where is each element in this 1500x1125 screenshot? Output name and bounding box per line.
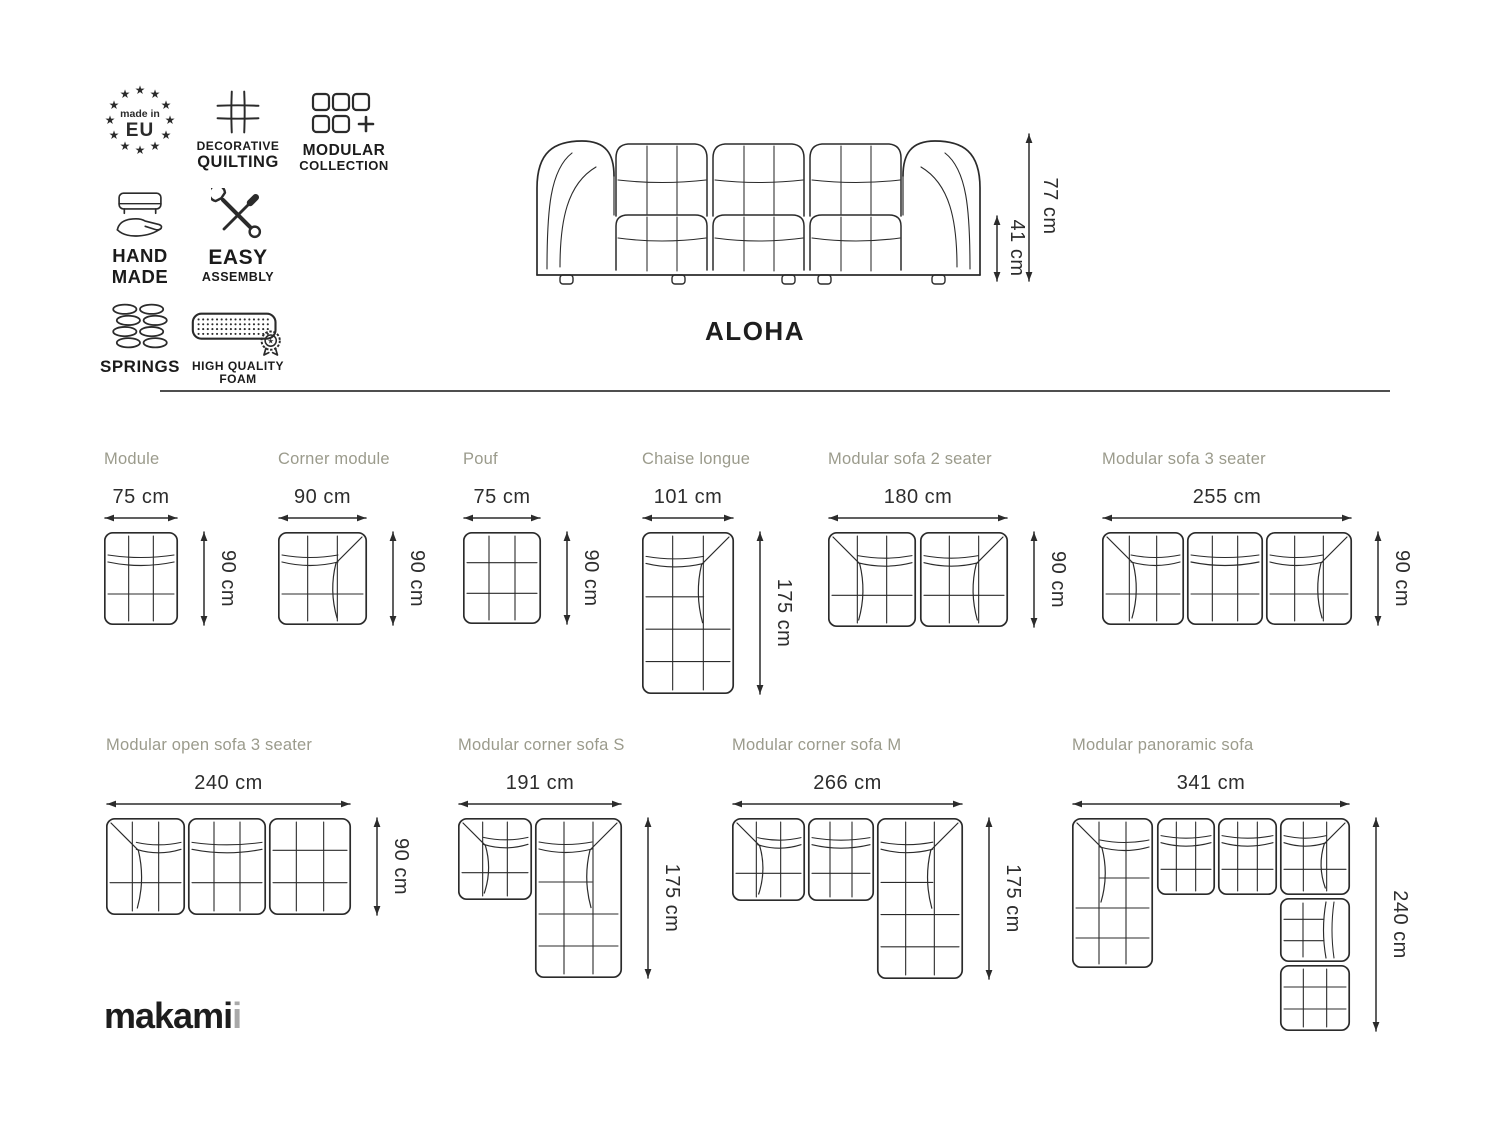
badge-label: MADE bbox=[111, 265, 169, 287]
svg-text:★: ★ bbox=[267, 336, 274, 346]
module-card bbox=[1102, 450, 1413, 607]
svg-text:191 cm: 191 cm bbox=[505, 772, 575, 794]
module-top-view bbox=[732, 764, 1041, 989]
badge-label: HIGH QUALITY bbox=[192, 359, 284, 373]
product-name: ALOHA bbox=[705, 316, 805, 346]
module-card bbox=[458, 736, 683, 933]
svg-text:★: ★ bbox=[160, 98, 172, 112]
module-title: Pouf bbox=[463, 450, 498, 468]
svg-text:240 cm: 240 cm bbox=[194, 772, 263, 794]
svg-text:★: ★ bbox=[149, 87, 161, 102]
svg-text:75 cm: 75 cm bbox=[112, 486, 170, 508]
svg-text:90 cm: 90 cm bbox=[294, 486, 351, 508]
module-title: Modular corner sofa M bbox=[732, 736, 902, 754]
svg-text:90 cm: 90 cm bbox=[390, 838, 412, 895]
module-title: Modular open sofa 3 seater bbox=[106, 736, 313, 754]
module-card bbox=[828, 450, 1069, 608]
springs-icon bbox=[111, 303, 169, 353]
module-card bbox=[278, 450, 428, 607]
svg-text:90 cm: 90 cm bbox=[406, 550, 428, 607]
module-top-view bbox=[104, 478, 256, 635]
module-title: Corner module bbox=[278, 450, 390, 468]
svg-text:★: ★ bbox=[119, 87, 131, 102]
hand-made-icon bbox=[111, 188, 169, 242]
badge-hand-made bbox=[98, 188, 182, 287]
badge-label: EASY bbox=[208, 246, 268, 269]
svg-text:★: ★ bbox=[164, 113, 176, 127]
svg-text:77 cm: 77 cm bbox=[1039, 177, 1061, 235]
svg-text:90 cm: 90 cm bbox=[1391, 550, 1413, 607]
svg-text:★: ★ bbox=[160, 128, 172, 142]
module-top-view bbox=[1102, 478, 1430, 635]
svg-text:90 cm: 90 cm bbox=[580, 549, 602, 607]
section-divider bbox=[160, 390, 1390, 392]
badge-easy-assembly bbox=[192, 188, 284, 284]
badge-modular-collection bbox=[294, 92, 394, 174]
made-in-eu-icon bbox=[98, 78, 182, 162]
module-top-view bbox=[106, 764, 429, 925]
svg-text:41 cm: 41 cm bbox=[1006, 219, 1028, 277]
svg-text:180 cm: 180 cm bbox=[883, 486, 953, 508]
module-title: Chaise longue bbox=[642, 450, 751, 468]
badge-label: COLLECTION bbox=[299, 158, 389, 174]
svg-text:90 cm: 90 cm bbox=[217, 550, 239, 607]
svg-text:266 cm: 266 cm bbox=[813, 772, 882, 794]
svg-text:★: ★ bbox=[119, 138, 131, 153]
svg-text:EU: EU bbox=[125, 120, 155, 141]
module-card bbox=[732, 736, 1024, 933]
module-top-view bbox=[642, 478, 812, 704]
svg-text:341 cm: 341 cm bbox=[1176, 772, 1246, 794]
badge-made-in-eu bbox=[98, 78, 182, 166]
module-title: Modular corner sofa S bbox=[458, 736, 625, 754]
badge-springs bbox=[98, 303, 182, 376]
module-top-view bbox=[1072, 764, 1428, 1041]
sofa-front-view-drawing bbox=[520, 118, 1065, 298]
quilting-icon bbox=[214, 88, 262, 136]
module-title: Modular panoramic sofa bbox=[1072, 736, 1254, 754]
module-card bbox=[104, 450, 239, 607]
svg-text:★: ★ bbox=[134, 143, 146, 157]
badge-label: HAND bbox=[112, 245, 168, 266]
svg-text:240 cm: 240 cm bbox=[1389, 890, 1411, 959]
svg-text:101 cm: 101 cm bbox=[653, 486, 723, 508]
svg-text:★: ★ bbox=[134, 83, 146, 97]
modular-collection-icon bbox=[311, 92, 377, 138]
brand-logo bbox=[104, 995, 241, 1037]
logo-dark: makami bbox=[104, 995, 233, 1036]
module-title: Modular sofa 3 seater bbox=[1102, 450, 1266, 468]
module-top-view bbox=[458, 764, 700, 988]
badge-high-quality-foam bbox=[182, 306, 294, 387]
badge-label: MODULAR bbox=[302, 142, 386, 159]
svg-text:★: ★ bbox=[108, 128, 120, 142]
module-title: Modular sofa 2 seater bbox=[828, 450, 992, 468]
easy-assembly-icon bbox=[211, 188, 265, 242]
svg-text:90 cm: 90 cm bbox=[1047, 551, 1069, 608]
svg-text:made in: made in bbox=[120, 108, 160, 120]
module-card bbox=[463, 450, 602, 607]
svg-text:175 cm: 175 cm bbox=[773, 578, 795, 648]
svg-text:75 cm: 75 cm bbox=[473, 486, 531, 508]
module-card bbox=[642, 450, 795, 648]
module-top-view bbox=[828, 478, 1086, 637]
svg-text:255 cm: 255 cm bbox=[1192, 486, 1262, 508]
module-top-view bbox=[278, 478, 445, 635]
module-card bbox=[106, 736, 412, 895]
foam-icon bbox=[188, 306, 288, 356]
svg-text:★: ★ bbox=[104, 113, 116, 127]
svg-text:★: ★ bbox=[108, 98, 120, 112]
badge-label: ASSEMBLY bbox=[201, 269, 275, 284]
logo-accent: i bbox=[232, 995, 242, 1036]
badge-label: SPRINGS bbox=[99, 357, 181, 376]
svg-text:★: ★ bbox=[149, 138, 161, 153]
module-top-view bbox=[463, 478, 619, 634]
module-card bbox=[1072, 736, 1411, 959]
badge-label: QUILTING bbox=[197, 153, 279, 172]
module-title: Module bbox=[104, 450, 160, 468]
badge-decorative-quilting bbox=[190, 88, 286, 172]
svg-text:175 cm: 175 cm bbox=[1002, 864, 1024, 933]
svg-text:175 cm: 175 cm bbox=[661, 863, 683, 933]
badge-label: FOAM bbox=[219, 372, 257, 387]
badge-label: DECORATIVE bbox=[196, 139, 280, 153]
